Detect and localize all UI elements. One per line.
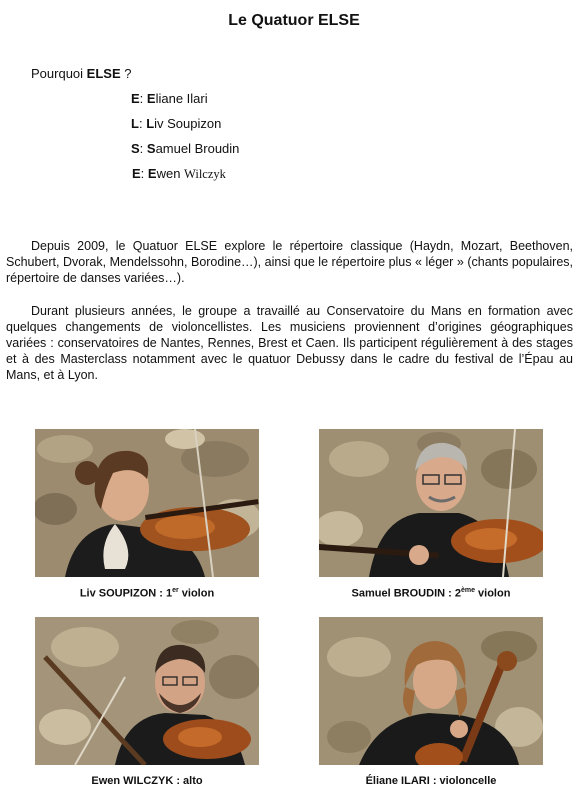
- photo-liv-image: [35, 429, 259, 577]
- photo-samuel-broudin: [319, 429, 543, 577]
- member-item-liv: [131, 116, 239, 141]
- photo-ewen-wilczyk: [35, 617, 259, 765]
- caption-sup: er: [172, 587, 179, 594]
- paragraph-history: Durant plusieurs années, le groupe a travaillé au Conservatoire du Mans en formation avec quelques changements de violoncellistes. Les musiciens proviennent d’origines géographiques variées : conservatoires de Nantes, Rennes, Brest et Caen. Ils participent régulièrement à des stages et à des Masterclass notamment avec le quatuor Debussy dans le cadre du festival de l’Épau au Mans, et à Lyon.: [6, 304, 573, 382]
- caption-text: Ewen WILCZYK : alto: [91, 775, 203, 787]
- photo-eliane-ilari: [319, 617, 543, 765]
- caption-text: Éliane ILARI : violoncelle: [365, 775, 497, 787]
- member-sep: :: [139, 141, 147, 156]
- intro-prefix: Pourquoi: [31, 66, 87, 81]
- photo-samuel-image: [319, 429, 543, 577]
- member-name-rest: iv Soupizon: [154, 116, 222, 131]
- intro-suffix: ?: [120, 66, 132, 81]
- member-item-samuel: [131, 141, 239, 166]
- member-name-rest: amuel Broudin: [155, 141, 240, 156]
- caption-text: Samuel BROUDIN : 2: [351, 587, 461, 600]
- photo-ewen-image: [35, 617, 259, 765]
- paragraph-repertoire: Depuis 2009, le Quatuor ELSE explore le répertoire classique (Haydn, Mozart, Beethoven, Schubert, Dvorak, Mendelssohn, Borodine…), ainsi que le répertoire plus « léger » (chants populaires, répertoire de danses variées…).: [6, 239, 573, 285]
- member-item-ewen: [131, 166, 239, 191]
- caption-ewen: [35, 775, 259, 787]
- member-item-eliane: [131, 91, 239, 116]
- caption-liv: [35, 587, 259, 600]
- caption-eliane: [319, 775, 543, 787]
- caption-sup: ème: [460, 587, 475, 594]
- member-name-rest: wen: [156, 166, 185, 181]
- member-initial: E: [146, 91, 156, 106]
- caption-tail: violon: [178, 587, 215, 600]
- member-initial: S: [146, 141, 156, 156]
- member-surname-serif: Wilczyk: [184, 167, 226, 181]
- member-list: [131, 91, 239, 191]
- member-letter: S: [131, 141, 140, 156]
- caption-text: Liv SOUPIZON : 1: [79, 587, 173, 600]
- member-letter: L: [131, 116, 139, 131]
- member-name-rest: liane Ilari: [155, 91, 208, 106]
- member-sep: :: [138, 116, 147, 131]
- caption-tail: violon: [474, 587, 511, 600]
- member-letter: E: [131, 91, 140, 106]
- caption-samuel: [319, 587, 543, 600]
- member-initial: L: [146, 116, 155, 131]
- intro-acronym: ELSE: [86, 66, 121, 81]
- photo-liv-soupizon: [35, 429, 259, 577]
- intro-question: [31, 66, 131, 81]
- member-sep: :: [139, 91, 147, 106]
- page-title: Le Quatuor ELSE: [228, 12, 360, 29]
- member-initial: E: [147, 166, 157, 181]
- photo-eliane-image: [319, 617, 543, 765]
- member-letter: E: [132, 166, 141, 181]
- member-sep: :: [140, 166, 148, 181]
